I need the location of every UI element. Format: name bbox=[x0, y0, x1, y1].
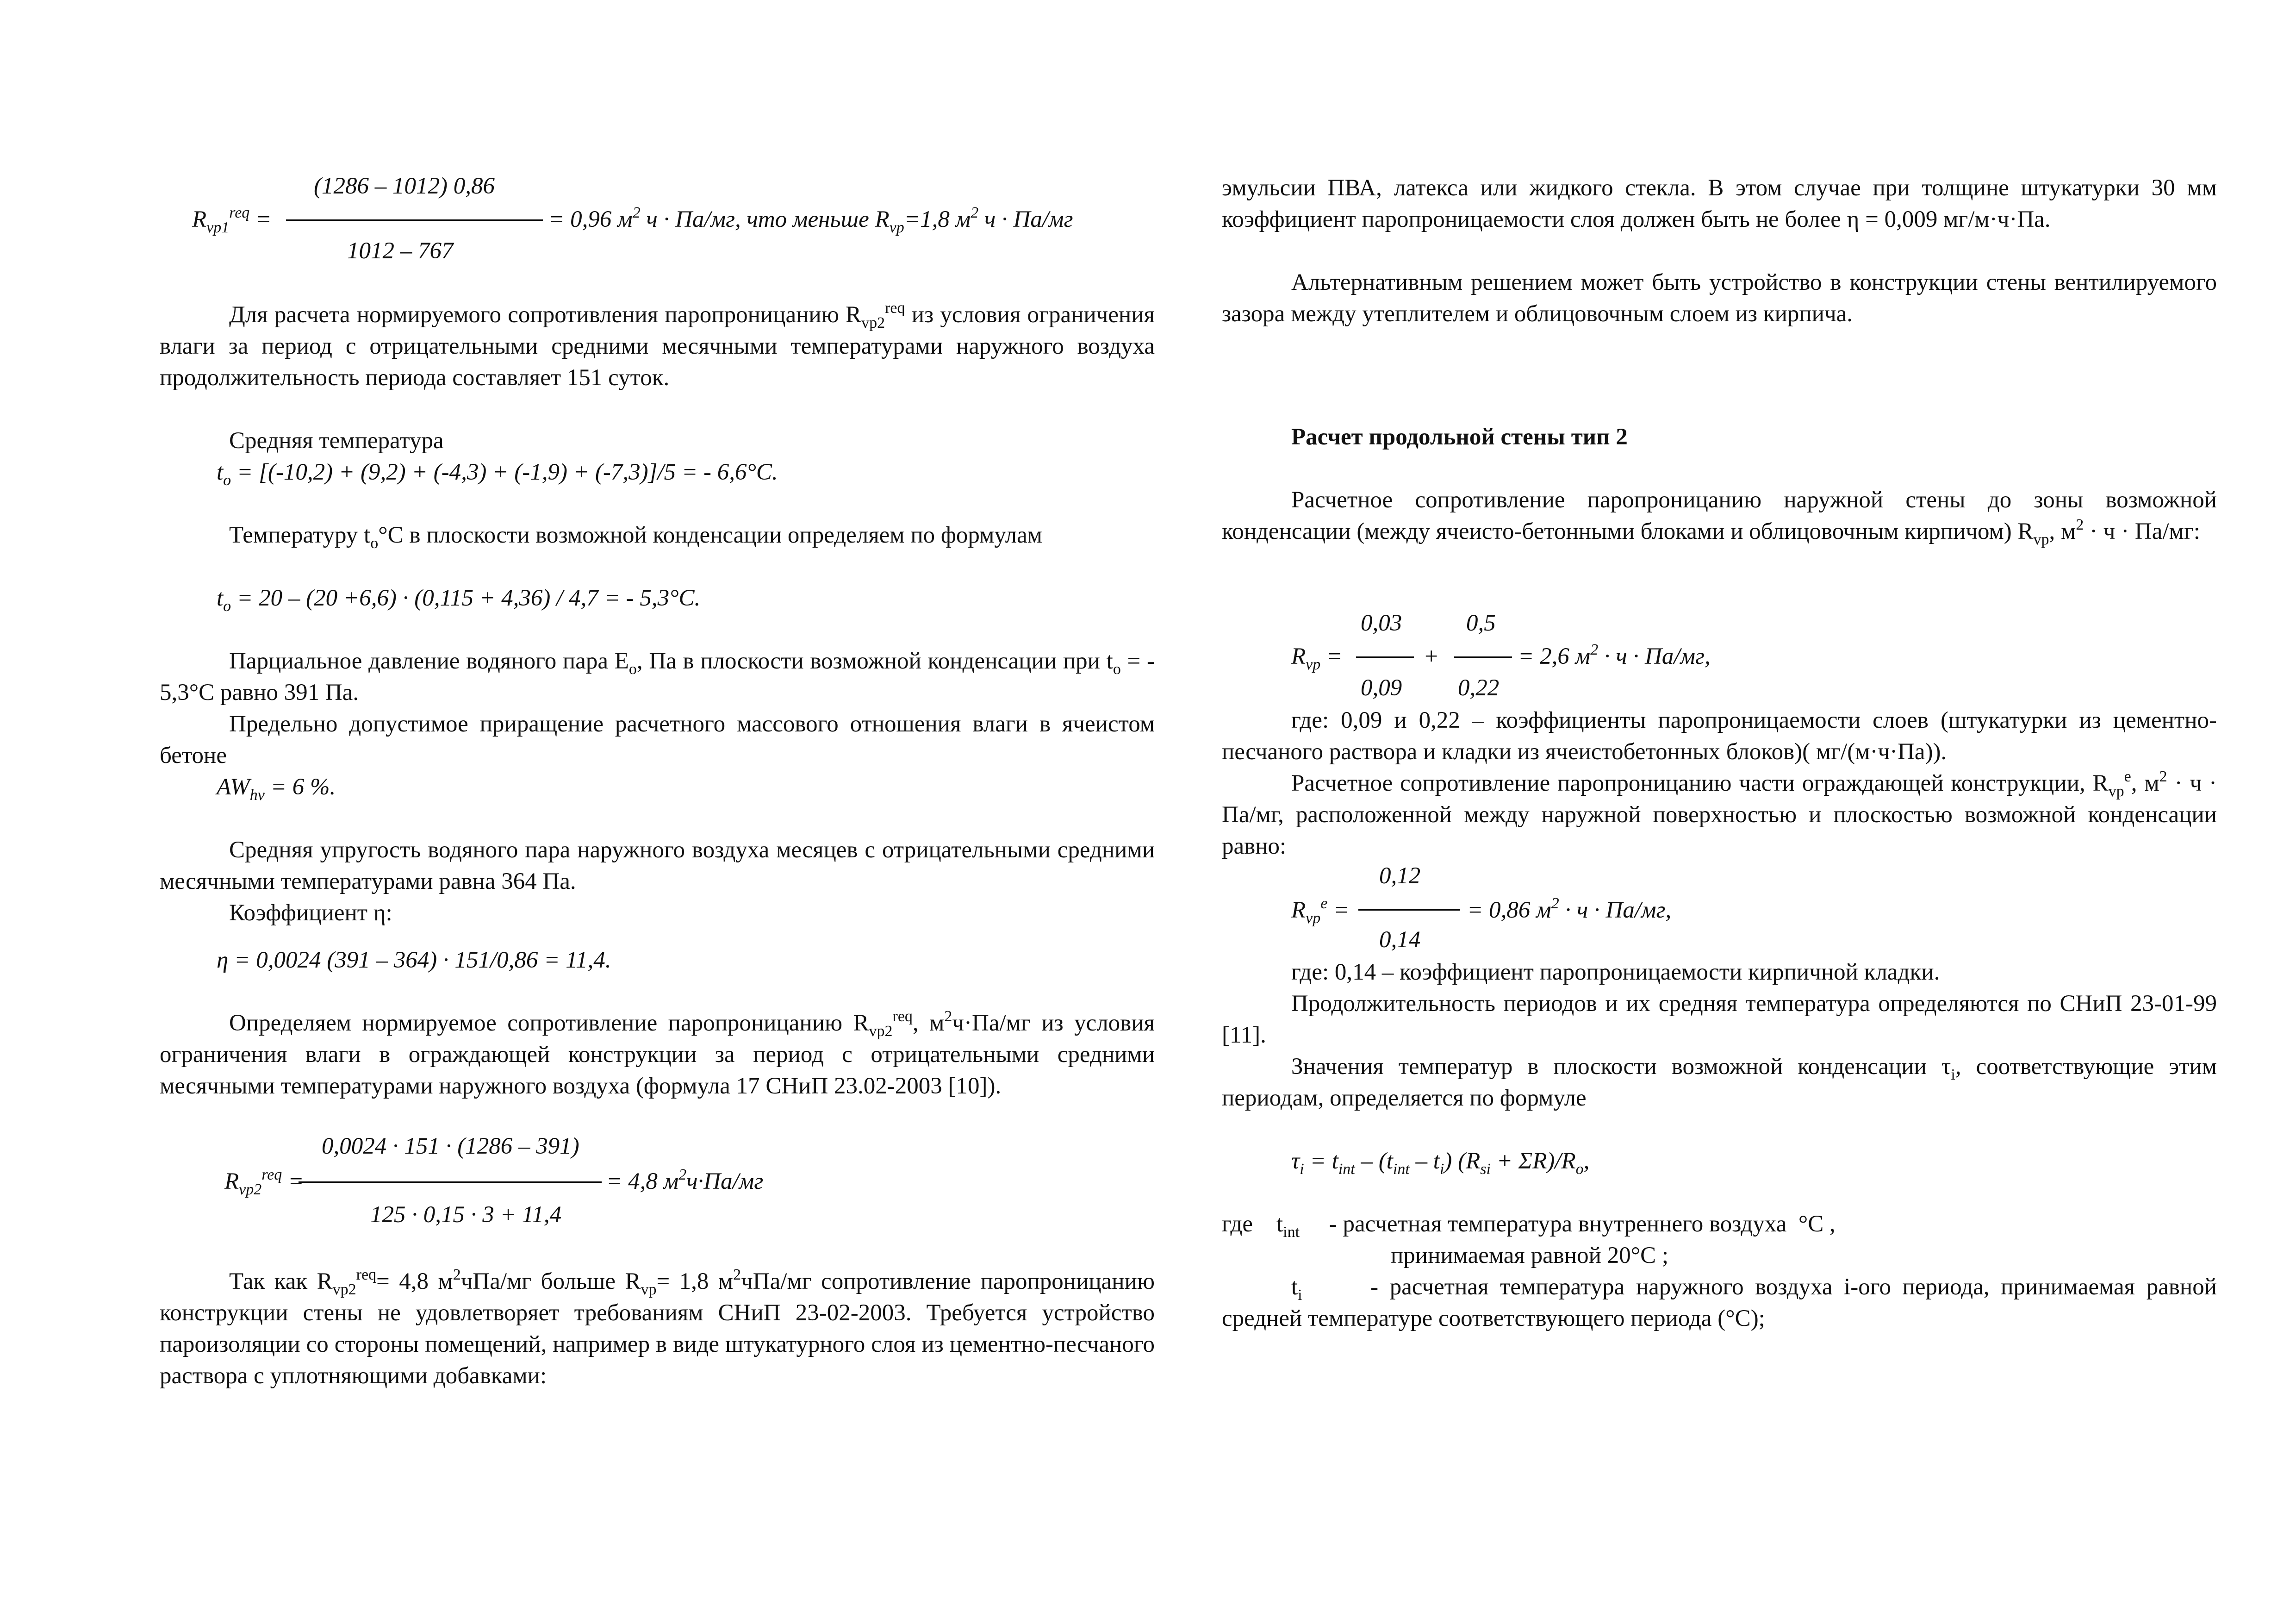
paragraph: Для расчета нормируемого сопротивления паропроницанию $R_{vp2}^{req}$ из условия ограничения влаги за период с отрицательными средними месячными температурами наружного воздуха продолжительность периода составляет 151 суток. bbox=[160, 300, 1155, 391]
formula-lhs: $R_{vp}$ = bbox=[1291, 643, 1343, 673]
definition-line: принимаемая равной 20°С ; bbox=[1391, 1243, 1669, 1268]
formula-numerator: (1286 – 1012) 0,86 bbox=[314, 173, 495, 199]
paragraph: Средняя температура bbox=[229, 428, 444, 454]
formula-to: $t_o = [(-10,2) + (9,2) + (-4,3) + (-1,9) + (-7,3)]/5$ = - 6,6°С. bbox=[217, 459, 778, 489]
fraction-bar bbox=[1454, 656, 1512, 658]
paragraph: Альтернативным решением может быть устройство в конструкции стены вентилируемого зазора между утеплителем и облицовочным слоем из кирпича. bbox=[1222, 269, 2217, 327]
formula-plus: + bbox=[1423, 643, 1439, 669]
formula-denominator: 0,22 bbox=[1458, 675, 1500, 701]
paragraph: Предельно допустимое приращение расчетного массового отношения влаги в ячеистом бетоне bbox=[160, 711, 1155, 768]
paragraph: Определяем нормируемое сопротивление паропроницанию $R_{vp2}^{req}$, $м^2ч\cdot Па/мг$ из условия ограничения влаги в ограждающей конструкции за период с отрицательными средними месячными температурами наружного воздуха (формула 17 СНиП 23.02-2003 [10]). bbox=[160, 1008, 1155, 1099]
paragraph: Значения температур в плоскости возможной конденсации $\tau_i$, соответствующие этим периодам, определяется по формуле bbox=[1222, 1054, 2217, 1111]
formula-numerator: 0,12 bbox=[1379, 863, 1421, 889]
formula-lhs: $R_{vp}^e$ = bbox=[1291, 895, 1350, 927]
fraction-bar bbox=[1356, 656, 1414, 658]
formula-result: = 0,96 $м^2$ ч · Па/мг, что меньше $R_{vp}=1,8$ $м^2$ ч · Па/мг bbox=[548, 204, 1073, 236]
formula-numerator: 0,0024 · 151 · (1286 – 391) bbox=[322, 1133, 579, 1159]
formula-lhs: $R_{vp1}^{req}$ = bbox=[192, 204, 272, 236]
paragraph: Парциальное давление водяного пара $E_o$, Па в плоскости возможной конденсации при $t_o$ = - 5,3°С равно 391 Па. bbox=[160, 648, 1155, 706]
paragraph: Так как $R_{vp2}^{req}= 4,8$ $м^2чПа/мг$ больше $R_{vp}= 1,8$ $м^2чПа/мг$ сопротивление паропроницанию конструкции стены не удовлетворяет требованиям СНиП 23-02-2003. Требуется устройство пароизоляции со стороны помещений, например в виде штукатурного слоя из цементно-песчаного раствора с уплотняющими добавками: bbox=[160, 1266, 1155, 1389]
paragraph: Продолжительность периодов и их средняя температура определяются по СНиП 23-01-99 [11]. bbox=[1222, 991, 2217, 1048]
paragraph: Средняя упругость водяного пара наружного воздуха месяцев с отрицательными средними месячными температурами равна 364 Па. bbox=[160, 837, 1155, 894]
formula-lhs: $R_{vp2}^{req}$ = bbox=[224, 1166, 304, 1198]
formula-numerator: 0,03 bbox=[1361, 610, 1402, 636]
paragraph: Расчетное сопротивление паропроницанию наружной стены до зоны возможной конденсации (между ячеисто-бетонными блоками и облицовочным кирпичом) $R_{vp}$, $м^2 \cdot ч \cdot Па/мг$: bbox=[1222, 487, 2217, 548]
paragraph: Температуру $t_o^\circ С$ в плоскости возможной конденсации определяем по формулам bbox=[229, 522, 1043, 552]
fraction-bar bbox=[286, 219, 543, 221]
formula-denominator: 0,14 bbox=[1379, 927, 1421, 953]
formula-denominator: 1012 – 767 bbox=[347, 238, 454, 264]
definition-line: $t_i$ - расчетная температура наружного воздуха i-ого периода, принимаемая равной средней температуре соответствующего периода (°С); bbox=[1222, 1274, 2223, 1331]
definition-line: где $t_{int}$ - расчетная температура внутреннего воздуха °С , bbox=[1222, 1211, 1836, 1241]
formula-result: = 0,86 $м^2 \cdot ч \cdot Па/мг$, bbox=[1467, 895, 1672, 923]
formula-result: = 2,6 $м^2 \cdot ч \cdot Па/мг$, bbox=[1518, 641, 1711, 669]
section-heading: Расчет продольной стены тип 2 bbox=[1291, 424, 1628, 450]
formula-result: = 4,8 $м^2ч\cdot Па/мг$ bbox=[606, 1166, 764, 1194]
paragraph: где: 0,09 и 0,22 – коэффициенты паропроницаемости слоев (штукатурки из цементно-песчаного раствора и кладки из ячеистобетонных блоков)( мг/(м·ч·Па)). bbox=[1222, 707, 2217, 765]
formula-tau: $\tau_i = t_{int} - (t_{int} - t_i) (R_{si} + \Sigma R)/R_o$, bbox=[1291, 1148, 1590, 1178]
formula-denominator: 125 · 0,15 · 3 + 11,4 bbox=[370, 1202, 562, 1228]
formula-numerator: 0,5 bbox=[1466, 610, 1496, 636]
fraction-bar bbox=[299, 1181, 602, 1183]
formula-awhv: $AW_{hv} = 6$ %. bbox=[217, 774, 336, 804]
formula-denominator: 0,09 bbox=[1361, 675, 1402, 701]
formula-to-2: $t_o = 20 - (20 +6,6) \cdot (0,115 + 4,36) / 4,7$ = - 5,3°С. bbox=[217, 585, 701, 615]
fraction-bar bbox=[1358, 909, 1460, 911]
paragraph: Расчетное сопротивление паропроницанию части ограждающей конструкции, $R_{vp}^e$, $м^2 \cdot ч \cdot Па/мг$, расположенной между наружной поверхностью и плоскостью возможной конденсации равно: bbox=[1222, 768, 2217, 859]
paragraph: Коэффициент η: bbox=[229, 900, 392, 926]
paragraph: где: 0,14 – коэффициент паропроницаемости кирпичной кладки. bbox=[1291, 959, 1940, 985]
paragraph: эмульсии ПВА, латекса или жидкого стекла. В этом случае при толщине штукатурки 30 мм коэффициент паропроницаемости слоя должен быть не более η = 0,009 мг/м·ч·Па. bbox=[1222, 175, 2217, 232]
formula-eta: η = 0,0024 (391 – 364) · 151/0,86 = 11,4. bbox=[217, 947, 611, 973]
